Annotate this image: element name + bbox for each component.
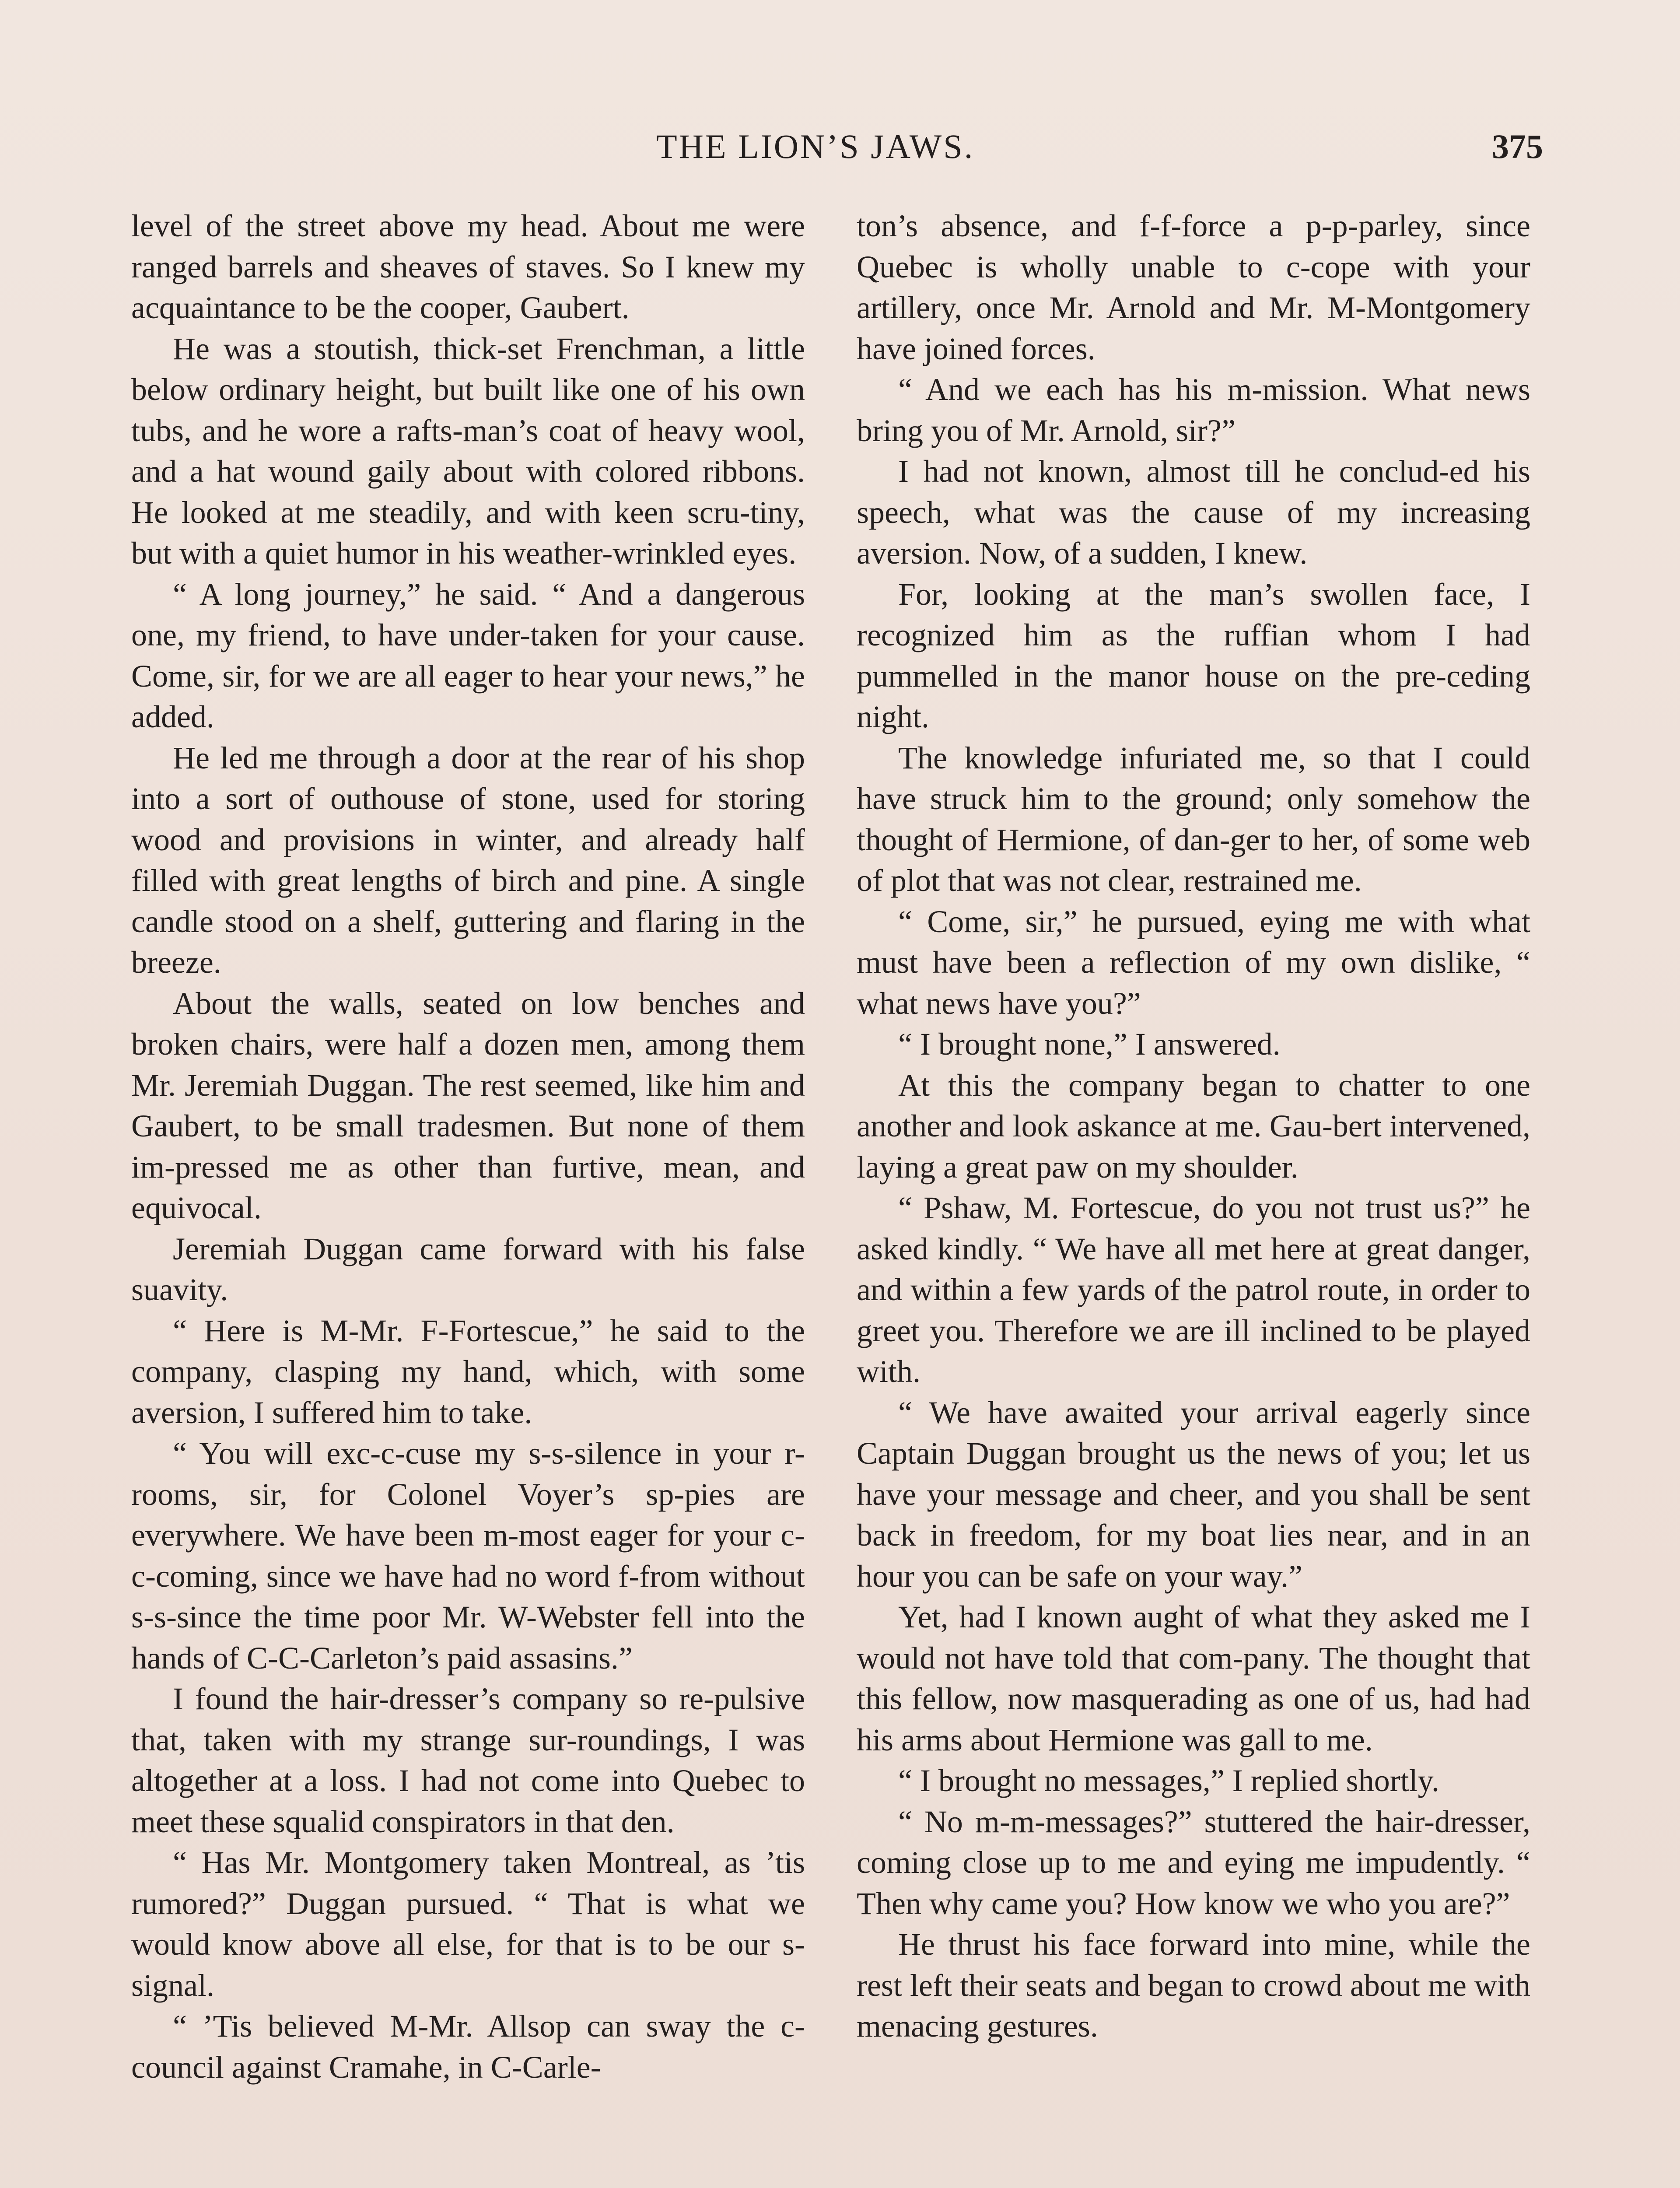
- paragraph: “ Has Mr. Montgomery taken Montreal, as ’tis rumored?” Duggan pursued. “ That is what we would know above all else, for that is to be our s-signal.: [131, 1845, 805, 2003]
- right-text-column: [857, 206, 1530, 2047]
- paragraph: “ Here is M-Mr. F-Fortescue,” he said to the company, clasping my hand, which, with some aversion, I suffered him to take.: [131, 1313, 805, 1430]
- paragraph: He thrust his face forward into mine, while the rest left their seats and began to crowd about me with menacing gestures.: [857, 1927, 1530, 2044]
- left-text-column: [131, 206, 805, 2088]
- paragraph: I had not known, almost till he conclud-ed his speech, what was the cause of my increasing aversion. Now, of a sudden, I knew.: [857, 454, 1530, 571]
- paragraph: level of the street above my head. About me were ranged barrels and sheaves of staves. So I knew my acquaintance to be the cooper, Gaubert.: [131, 208, 805, 325]
- paragraph: About the walls, seated on low benches and broken chairs, were half a dozen men, among them Mr. Jeremiah Duggan. The rest seemed, like him and Gaubert, to be small tradesmen. But none of them im-pressed me as other than furtive, mean, and equivocal.: [131, 985, 805, 1225]
- paragraph: He led me through a door at the rear of his shop into a sort of outhouse of stone, used for storing wood and provisions in winter, and already half filled with great lengths of birch and pine. A single candle stood on a shelf, guttering and flaring in the breeze.: [131, 740, 805, 980]
- paragraph: For, looking at the man’s swollen face, I recognized him as the ruffian whom I had pummelled in the manor house on the pre-ceding night.: [857, 576, 1530, 734]
- paragraph: “ Come, sir,” he pursued, eying me with what must have been a reflection of my own dislike, “ what news have you?”: [857, 904, 1530, 1021]
- paragraph: Jeremiah Duggan came forward with his false suavity.: [131, 1231, 805, 1307]
- paragraph: The knowledge infuriated me, so that I could have struck him to the ground; only somehow the thought of Hermione, of dan-ger to her, of some web of plot that was not clear, restrained me.: [857, 740, 1530, 898]
- page-header: [0, 127, 1680, 175]
- paragraph: “ I brought none,” I answered.: [898, 1027, 1281, 1062]
- paragraph: ton’s absence, and f-f-force a p-p-parley, since Quebec is wholly unable to c-cope with your artillery, once Mr. Arnold and Mr. M-Montgomery have joined forces.: [857, 208, 1530, 366]
- paragraph: He was a stoutish, thick-set Frenchman, a little below ordinary height, but built like one of his own tubs, and he wore a rafts-man’s coat of heavy wool, and a hat wound gaily about with colored ribbons. He looked at me steadily, and with keen scru-tiny, but with a quiet humor in his weather-wrinkled eyes.: [131, 331, 805, 571]
- paragraph: “ You will exc-c-cuse my s-s-silence in your r-rooms, sir, for Colonel Voyer’s sp-pies are everywhere. We have been m-most eager for your c-c-coming, since we have had no word f-from without s-s-since the time poor Mr. W-Webster fell into the hands of C-C-Carleton’s paid assasins.”: [131, 1436, 805, 1676]
- paragraph: “ Pshaw, M. Fortescue, do you not trust us?” he asked kindly. “ We have all met here at great danger, and within a few yards of the patrol route, in order to greet you. Therefore we are ill inclined to be played with.: [857, 1190, 1530, 1389]
- paragraph: “ A long journey,” he said. “ And a dangerous one, my friend, to have under-taken for your cause. Come, sir, for we are all eager to hear your news,” he added.: [131, 576, 805, 734]
- paragraph: “ And we each has his m-mission. What news bring you of Mr. Arnold, sir?”: [857, 372, 1530, 448]
- paragraph: “ No m-m-messages?” stuttered the hair-dresser, coming close up to me and eying me impudently. “ Then why came you? How know we who you are?”: [857, 1804, 1530, 1921]
- paragraph: Yet, had I known aught of what they asked me I would not have told that com-pany. The thought that this fellow, now masquerading as one of us, had had his arms about Hermione was gall to me.: [857, 1599, 1530, 1757]
- paragraph: I found the hair-dresser’s company so re-pulsive that, taken with my strange sur-roundings, I was altogether at a loss. I had not come into Quebec to meet these squalid conspirators in that den.: [131, 1681, 805, 1839]
- paragraph: “ I brought no messages,” I replied shortly.: [898, 1763, 1440, 1798]
- page-number: 375: [1492, 127, 1543, 165]
- paragraph: “ We have awaited your arrival eagerly since Captain Duggan brought us the news of you; let us have your message and cheer, and you shall be sent back in freedom, for my boat lies near, and in an hour you can be safe on your way.”: [857, 1395, 1530, 1594]
- paragraph: “ ’Tis believed M-Mr. Allsop can sway the c-council against Cramahe, in C-Carle-: [131, 2009, 805, 2085]
- running-title: THE LION’S JAWS.: [656, 127, 975, 165]
- paragraph: At this the company began to chatter to one another and look askance at me. Gau-bert intervened, laying a great paw on my shoulder.: [857, 1067, 1530, 1185]
